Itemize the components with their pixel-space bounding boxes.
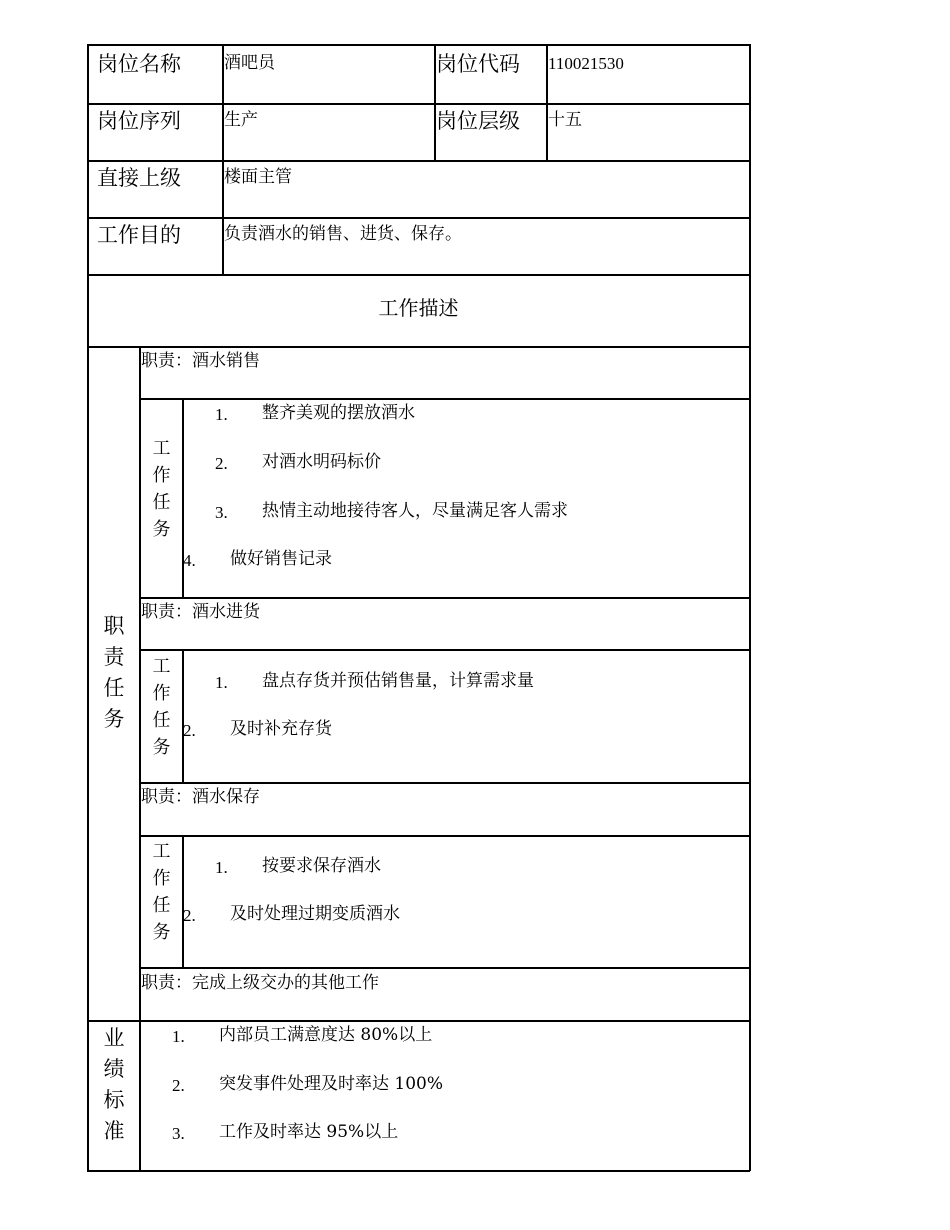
rule — [749, 44, 751, 1171]
duty-title: 职责：酒水保存 — [141, 787, 260, 807]
performance-number: 3. — [172, 1124, 185, 1143]
task-label-char: 务 — [152, 519, 171, 540]
sequence-label: 岗位序列 — [97, 109, 181, 133]
duties-label-char: 任 — [103, 676, 125, 700]
superior-value: 楼面主管 — [224, 167, 292, 187]
rule — [139, 597, 750, 599]
rule — [139, 649, 750, 651]
performance-number: 2. — [172, 1076, 185, 1095]
performance-text: 突发事件处理及时率达 100% — [219, 1074, 444, 1094]
duty-title: 职责：酒水销售 — [141, 351, 260, 371]
position-name-label: 岗位名称 — [97, 52, 181, 76]
superior-label: 直接上级 — [97, 166, 181, 190]
rule — [182, 835, 184, 968]
task-label — [141, 653, 182, 761]
rule — [139, 398, 750, 400]
task-label — [141, 435, 182, 543]
duties-label-char: 务 — [103, 707, 125, 731]
description-title: 工作描述 — [378, 296, 459, 320]
level-value: 十五 — [548, 110, 582, 130]
duties-label — [89, 611, 139, 735]
purpose-value: 负责酒水的销售、进货、保存。 — [224, 224, 462, 244]
task-text: 及时处理过期变质酒水 — [230, 904, 400, 924]
rule — [87, 44, 89, 1171]
performance-label — [89, 1023, 139, 1147]
task-text: 及时补充存货 — [230, 719, 332, 739]
task-label-char: 作 — [152, 683, 171, 704]
duties-label-char: 责 — [103, 645, 125, 669]
performance-label-char: 准 — [103, 1119, 125, 1143]
performance-text: 内部员工满意度达 80%以上 — [219, 1025, 433, 1045]
duties-label-char: 职 — [103, 614, 125, 638]
rule — [87, 160, 750, 162]
task-number: 2. — [183, 906, 196, 925]
performance-label-char: 绩 — [103, 1057, 125, 1081]
task-label-char: 工 — [152, 656, 171, 677]
task-label-char: 任 — [152, 492, 171, 513]
purpose-label: 工作目的 — [97, 223, 181, 247]
rule — [87, 1020, 750, 1022]
task-text: 热情主动地接待客人，尽量满足客人需求 — [262, 501, 568, 521]
rule — [87, 274, 750, 276]
task-number: 1. — [215, 673, 228, 692]
task-label-char: 务 — [152, 737, 171, 758]
rule — [87, 346, 750, 348]
task-label-char: 作 — [152, 465, 171, 486]
duty-title: 职责：完成上级交办的其他工作 — [141, 973, 379, 993]
position-code-value: 110021530 — [548, 54, 624, 73]
position-name-value: 酒吧员 — [224, 53, 275, 73]
task-label — [141, 838, 182, 946]
task-label-char: 工 — [152, 438, 171, 459]
position-code-label: 岗位代码 — [436, 52, 520, 76]
rule — [139, 967, 750, 969]
task-text: 做好销售记录 — [230, 549, 332, 569]
level-label: 岗位层级 — [436, 109, 520, 133]
task-text: 整齐美观的摆放酒水 — [262, 403, 415, 423]
rule — [87, 44, 750, 46]
performance-text: 工作及时率达 95%以上 — [219, 1122, 399, 1142]
rule — [87, 103, 750, 105]
task-label-char: 任 — [152, 710, 171, 731]
sequence-value: 生产 — [224, 110, 258, 130]
task-label-char: 任 — [152, 895, 171, 916]
task-number: 1. — [215, 858, 228, 877]
task-text: 对酒水明码标价 — [262, 452, 381, 472]
task-label-char: 工 — [152, 841, 171, 862]
duty-title: 职责：酒水进货 — [141, 602, 260, 622]
performance-label-char: 标 — [103, 1088, 125, 1112]
task-number: 2. — [183, 721, 196, 740]
rule — [139, 782, 750, 784]
rule — [87, 217, 750, 219]
task-label-char: 务 — [152, 922, 171, 943]
performance-label-char: 业 — [103, 1026, 125, 1050]
rule — [139, 835, 750, 837]
task-number: 1. — [215, 405, 228, 424]
task-label-char: 作 — [152, 868, 171, 889]
performance-number: 1. — [172, 1027, 185, 1046]
task-number: 4. — [183, 551, 196, 570]
task-number: 2. — [215, 454, 228, 473]
task-text: 按要求保存酒水 — [262, 856, 381, 876]
task-number: 3. — [215, 503, 228, 522]
task-text: 盘点存货并预估销售量，计算需求量 — [262, 671, 534, 691]
rule — [87, 1170, 750, 1172]
rule — [182, 649, 184, 783]
